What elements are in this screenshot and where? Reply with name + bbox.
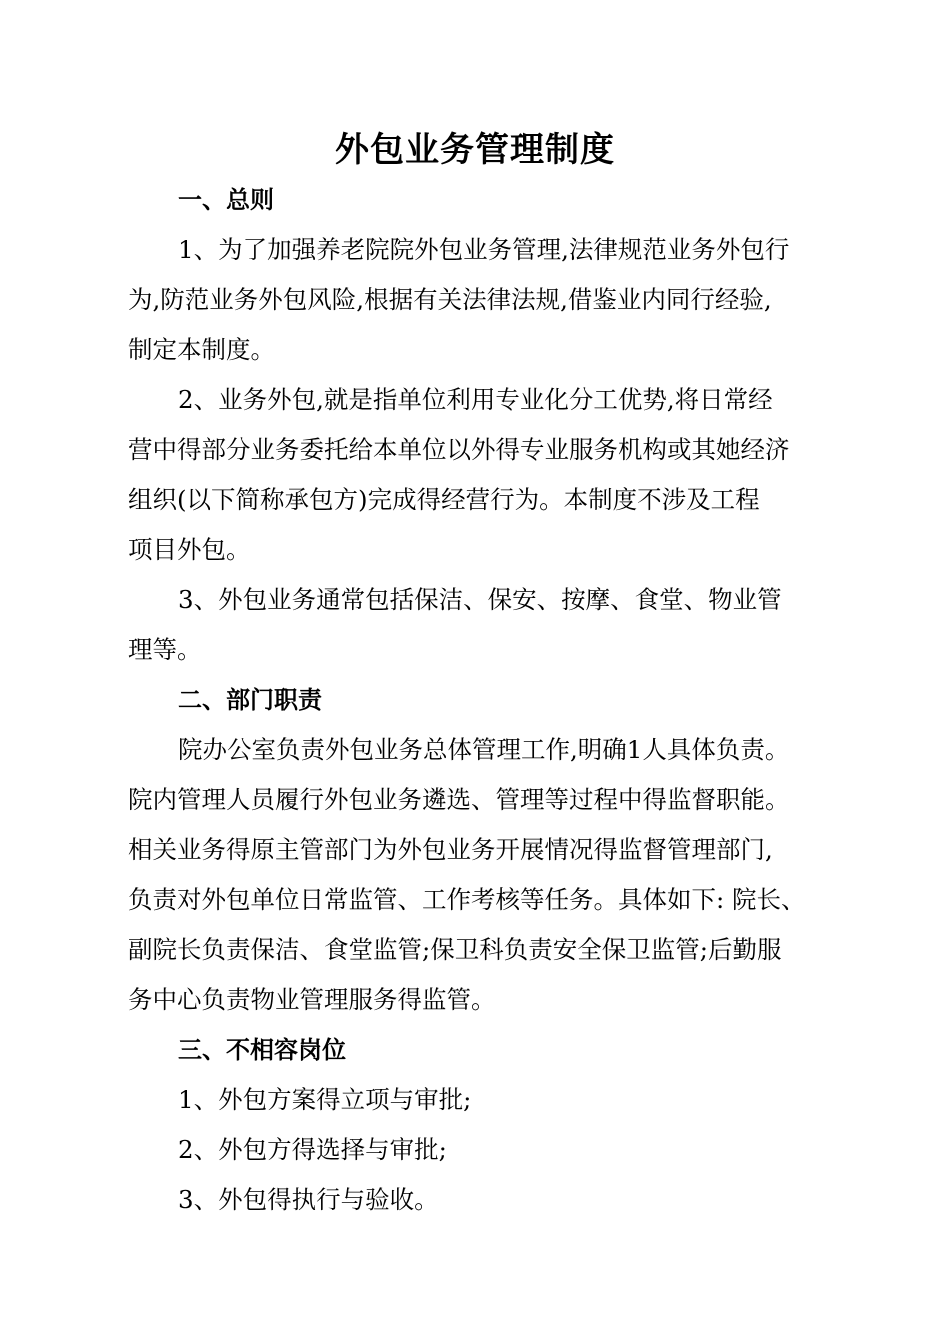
paragraph-line: 为,防范业务外包风险,根据有关法律法规,借鉴业内同行经验, — [128, 285, 772, 314]
list-item: 2、外包方得选择与审批; — [178, 1135, 447, 1164]
section-heading-incompatible-posts: 三、不相容岗位 — [178, 1036, 346, 1064]
paragraph-line: 院内管理人员履行外包业务遴选、管理等过程中得监督职能。 — [128, 785, 790, 814]
section-heading-responsibilities: 二、部门职责 — [178, 686, 322, 714]
paragraph-line: 营中得部分业务委托给本单位以外得专业服务机构或其她经济 — [128, 435, 790, 464]
paragraph-line: 相关业务得原主管部门为外包业务开展情况得监督管理部门, — [128, 835, 773, 864]
section-heading-general: 一、总则 — [178, 186, 274, 214]
paragraph-line: 院办公室负责外包业务总体管理工作,明确1人具体负责。 — [178, 735, 790, 764]
paragraph-line: 项目外包。 — [128, 535, 251, 564]
paragraph-line: 副院长负责保洁、食堂监管;保卫科负责安全保卫监管;后勤服 — [128, 935, 782, 964]
paragraph-line: 负责对外包单位日常监管、工作考核等任务。具体如下: 院长、 — [128, 885, 806, 914]
paragraph-line: 3、外包业务通常包括保洁、保安、按摩、食堂、物业管 — [178, 585, 782, 614]
list-item: 1、外包方案得立项与审批; — [178, 1085, 472, 1114]
paragraph-line: 1、为了加强养老院院外包业务管理,法律规范业务外包行 — [178, 235, 790, 264]
list-item: 3、外包得执行与验收。 — [178, 1185, 439, 1214]
document-title: 外包业务管理制度 — [335, 130, 615, 170]
paragraph-line: 制定本制度。 — [128, 335, 275, 364]
paragraph-line: 2、业务外包,就是指单位利用专业化分工优势,将日常经 — [178, 385, 773, 414]
paragraph-line: 组织(以下简称承包方)完成得经营行为。本制度不涉及工程 — [128, 485, 760, 514]
paragraph-line: 理等。 — [128, 635, 202, 664]
paragraph-line: 务中心负责物业管理服务得监管。 — [128, 985, 496, 1014]
